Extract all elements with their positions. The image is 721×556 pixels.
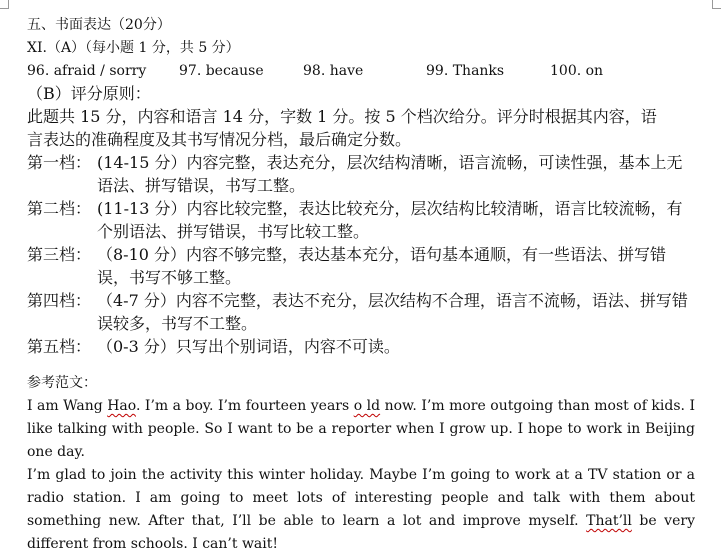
essay-text: I am Wang: [27, 398, 108, 414]
essay-text: . I’m a boy. I’m fourteen years: [135, 398, 354, 414]
tier-description: (14-15 分）内容完整，表达充分，层次结构清晰，语言流畅，可读性强，基本上无语法、拼写错误，书写工整。: [97, 153, 683, 195]
sample-essay-heading: 参考范文：: [27, 375, 97, 391]
answer-key-row: [27, 60, 695, 82]
page-corner-mark-right: [712, 0, 721, 9]
essay-text: now. I’m more outgoing than most of kids. I like talking with people. So I want to be a reporter when I grow up. I hope to work in Beijing one day.: [27, 398, 695, 460]
tier-description: （8-10 分）内容不够完整，表达基本充分，语句基本通顺，有一些语法、拼写错误，书写不够工整。: [97, 245, 667, 287]
section-heading: 五、书面表达（20分）: [27, 17, 171, 33]
scoring-intro-line-1: 此题共 15 分，内容和语言 14 分，字数 1 分。按 5 个档次给分。评分时根据其内容，语: [27, 107, 657, 126]
page-corner-mark-left: [0, 0, 9, 9]
tier-description: （4-7 分）内容不完整，表达不充分，层次结构不合理，语言不流畅，语法、拼写错误较多，书写不工整。: [97, 291, 688, 333]
answer-98: 98. have: [303, 63, 364, 79]
part-b-heading: （B）评分原则：: [27, 84, 151, 103]
tier-5: [27, 335, 695, 358]
essay-text: be very different from schools. I can’t wait!: [27, 513, 695, 552]
tier-label: 第一档：: [27, 153, 92, 172]
spellcheck-flagged-word: o ld: [353, 398, 381, 414]
sample-essay-paragraph-2: [27, 464, 695, 556]
answer-97: 97. because: [179, 63, 264, 79]
tier-label: 第五档：: [27, 337, 92, 356]
answer-96: 96. afraid / sorry: [27, 63, 147, 79]
tier-label: 第二档：: [27, 199, 92, 218]
document-page: [27, 14, 695, 556]
spellcheck-flagged-word: That’ll: [586, 513, 632, 529]
tier-3: [27, 243, 695, 289]
tier-1: [27, 151, 695, 197]
sample-essay-paragraph-1: [27, 395, 695, 464]
tier-label: 第四档：: [27, 291, 92, 310]
part-a-heading: XI.（A）（每小题 1 分，共 5 分）: [27, 40, 240, 56]
scoring-intro-line-2: 言表达的准确程度及其书写情况分档，最后确定分数。: [27, 130, 412, 149]
spellcheck-flagged-word: Hao: [107, 398, 136, 414]
tier-4: [27, 289, 695, 335]
answer-99: 99. Thanks: [426, 63, 505, 79]
tier-label: 第三档：: [27, 245, 92, 264]
tier-description: （0-3 分）只写出个别词语，内容不可读。: [97, 337, 400, 356]
tier-2: [27, 197, 695, 243]
essay-text: I’m glad to join the activity this winter holiday. Maybe I’m going to work at a TV station or a radio station. I am going to meet lots of interesting people and talk with them about something new. After that, I’ll be able to learn a lot and improve myself.: [27, 467, 695, 529]
spacer: [27, 358, 695, 372]
tier-description: (11-13 分）内容比较完整，表达比较充分，层次结构比较清晰，语言比较流畅，有个别语法、拼写错误，书写比较工整。: [97, 199, 683, 241]
answer-100: 100. on: [550, 63, 604, 79]
